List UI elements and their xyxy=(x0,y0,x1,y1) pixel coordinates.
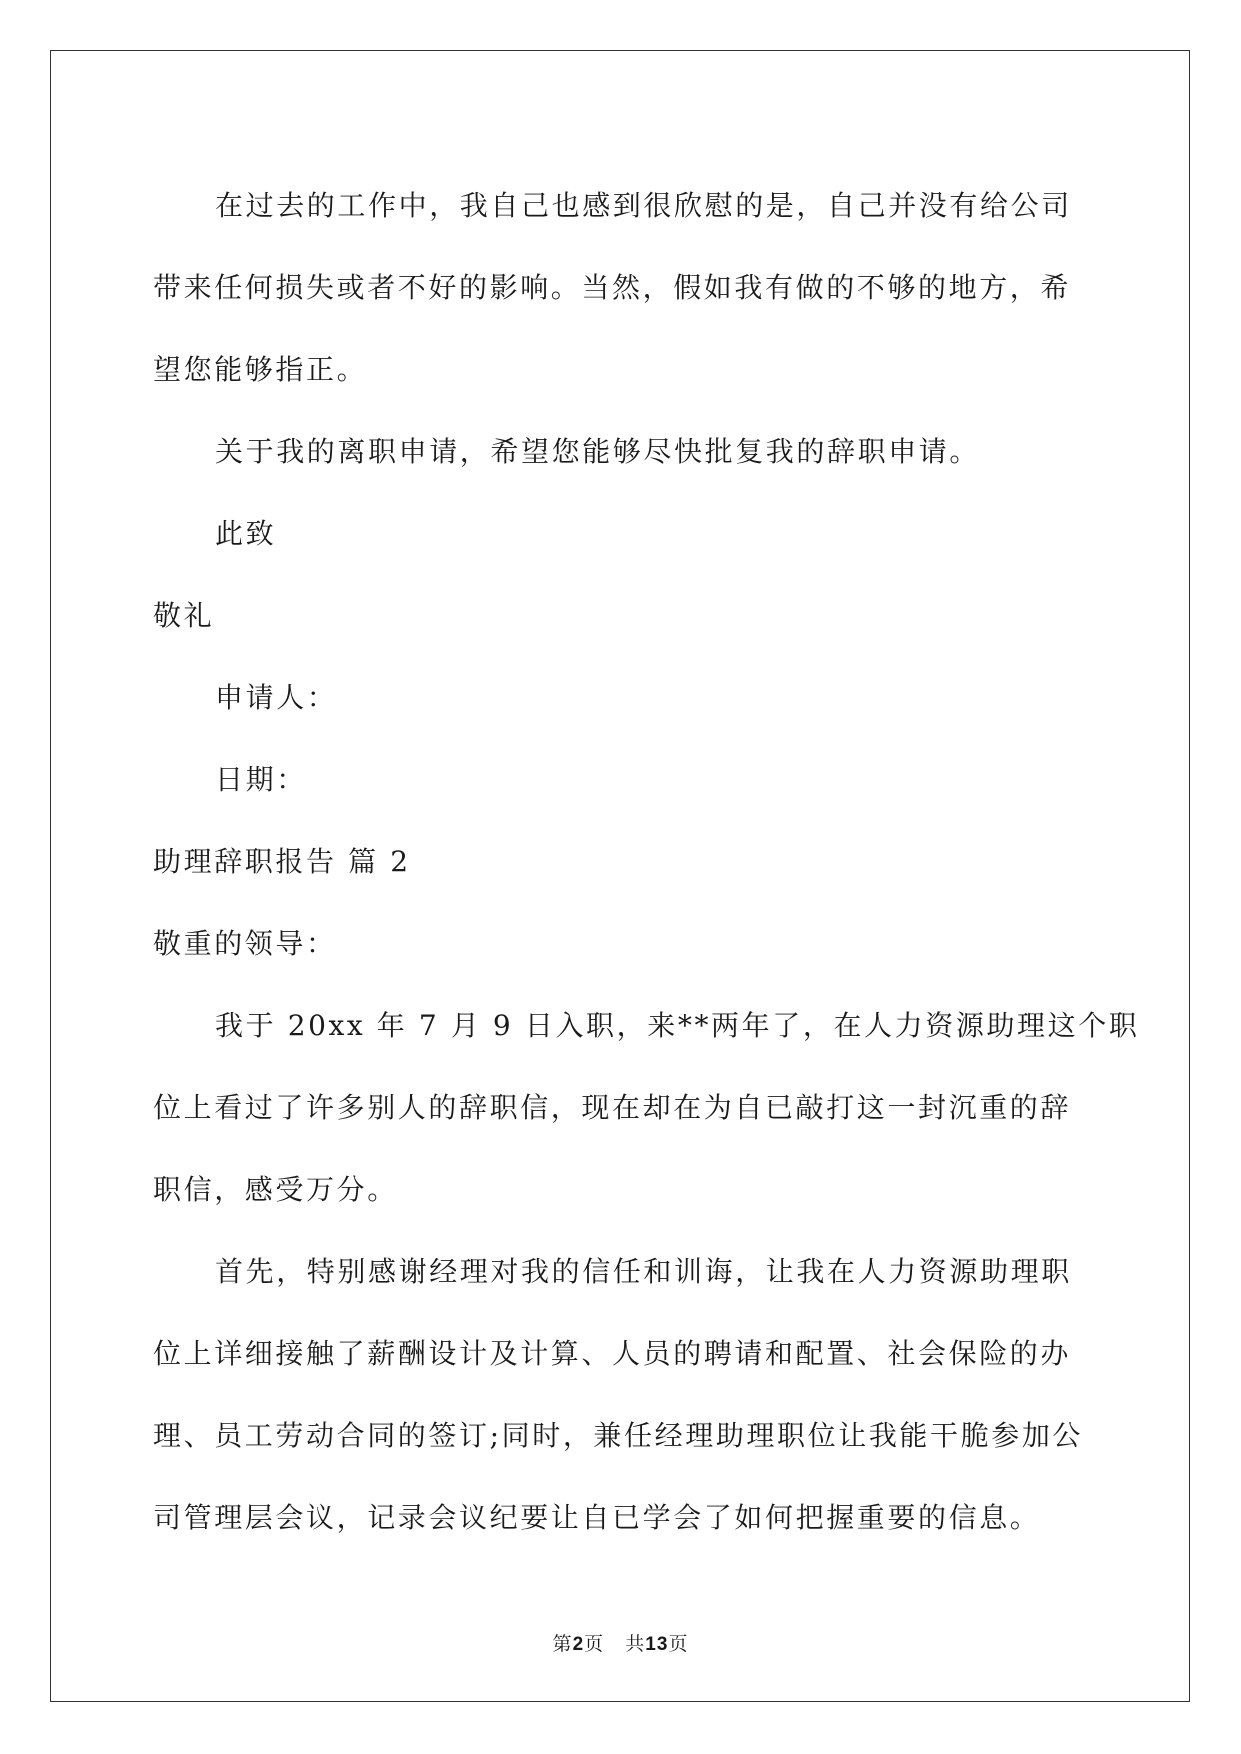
footer-prefix: 第 xyxy=(552,1633,573,1655)
text-line: 理、员工劳动合同的签订;同时，兼任经理助理职位让我能干脆参加公 xyxy=(153,1419,1084,1452)
date-label: 日期： xyxy=(215,763,307,796)
page-footer xyxy=(0,1629,1241,1656)
text-line: 望您能够指正。 xyxy=(153,353,368,386)
footer-total-suffix: 页 xyxy=(668,1633,689,1655)
text-line: 带来任何损失或者不好的影响。当然，假如我有做的不够的地方，希 xyxy=(153,271,1072,304)
closing-phrase: 此致 xyxy=(215,517,277,550)
text-line: 我于 20xx 年 7 月 9 日入职，来**两年了，在人力资源助理这个职 xyxy=(215,1009,1140,1042)
document-body xyxy=(153,165,1140,1559)
greeting: 敬重的领导： xyxy=(153,927,337,960)
footer-total-prefix: 共 xyxy=(625,1633,646,1655)
section-heading: 助理辞职报告 篇 2 xyxy=(153,845,411,878)
text-line: 位上详细接触了薪酬设计及计算、人员的聘请和配置、社会保险的办 xyxy=(153,1337,1072,1370)
text-line: 位上看过了许多别人的辞职信，现在却在为自已敲打这一封沉重的辞 xyxy=(153,1091,1072,1124)
salutation: 敬礼 xyxy=(153,599,215,632)
total-pages-number: 13 xyxy=(645,1634,669,1655)
text-line: 司管理层会议，记录会议纪要让自已学会了如何把握重要的信息。 xyxy=(153,1501,1041,1534)
text-line: 职信，感受万分。 xyxy=(153,1173,398,1206)
text-line: 关于我的离职申请，希望您能够尽快批复我的辞职申请。 xyxy=(215,435,981,468)
current-page-number: 2 xyxy=(572,1634,585,1655)
document-text xyxy=(153,165,1140,1559)
footer-page-word: 页 xyxy=(584,1633,605,1655)
text-line: 在过去的工作中，我自己也感到很欣慰的是，自己并没有给公司 xyxy=(215,189,1072,222)
text-line: 首先，特别感谢经理对我的信任和训诲，让我在人力资源助理职 xyxy=(215,1255,1072,1288)
applicant-label: 申请人： xyxy=(215,681,338,714)
